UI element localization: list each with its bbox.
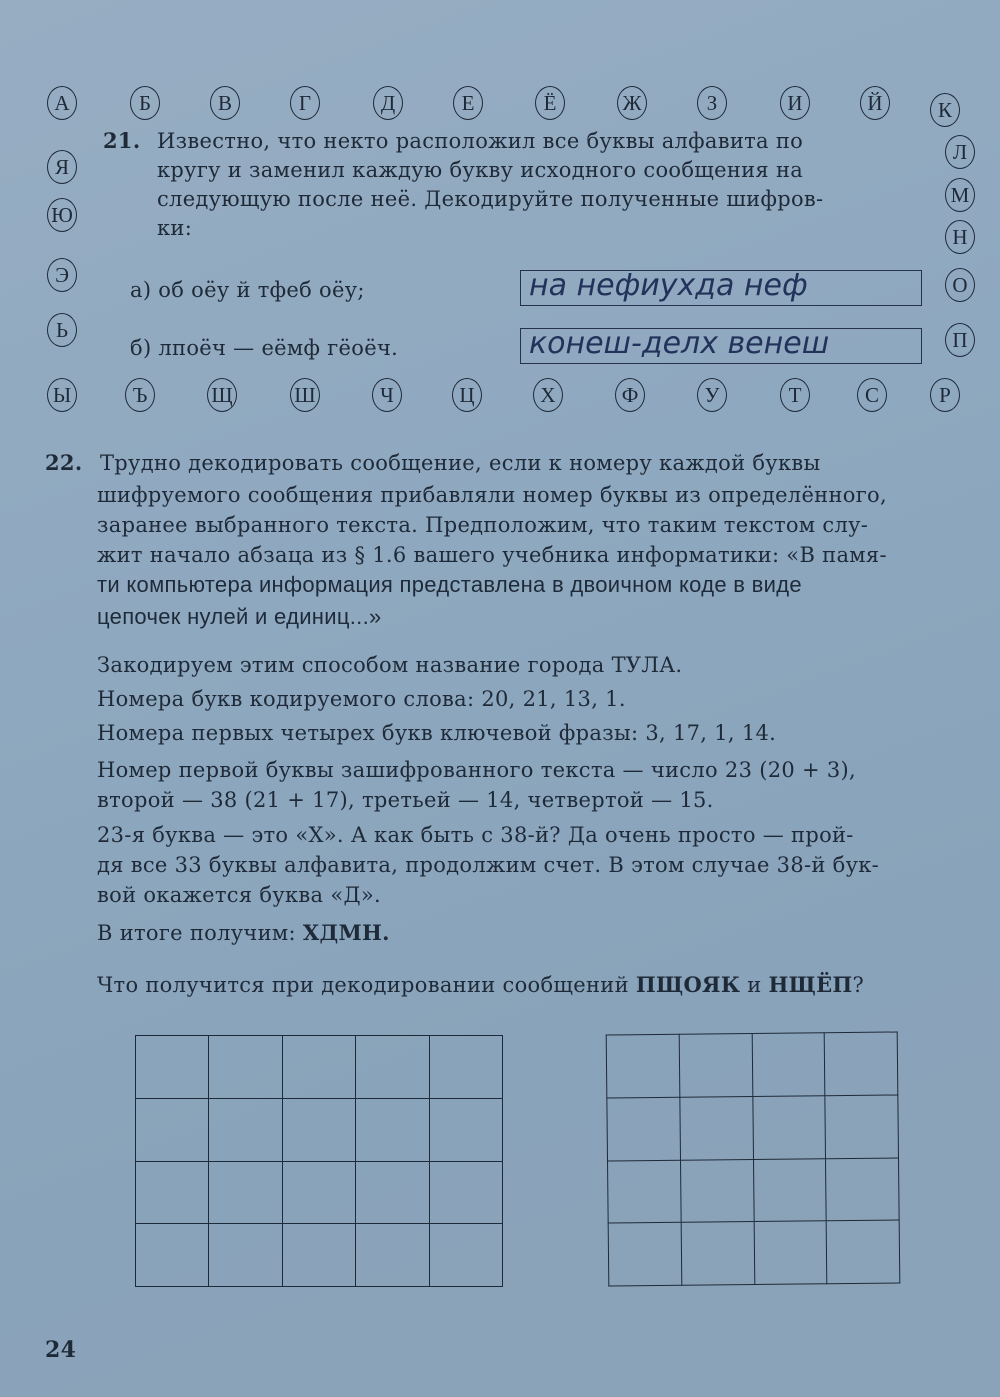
grid-cell[interactable] [136,1036,209,1099]
grid-cell[interactable] [753,1158,826,1222]
result-value: ХДМН. [302,920,390,945]
grid-cell[interactable] [752,1033,825,1097]
grid-cell[interactable] [607,1097,680,1161]
alphabet-letter-circle: Н [945,220,975,254]
grid-cell[interactable] [209,1098,282,1161]
grid-cell[interactable] [608,1160,681,1224]
task-21-text-line: следующую после неё. Декодируйте полученные шифров- [157,187,824,211]
grid-cell[interactable] [606,1034,679,1098]
grid-cell[interactable] [752,1095,825,1159]
grid-cell[interactable] [282,1036,355,1099]
grid-cell[interactable] [825,1095,898,1159]
task-22-number: 22. [45,450,83,475]
alphabet-letter-circle: С [857,378,887,412]
grid-cell[interactable] [429,1224,502,1287]
grid-cell[interactable] [826,1220,899,1284]
grid-cell[interactable] [429,1098,502,1161]
task-22-quote-line: ти компьютера информация представлена в двоичном коде в виде [97,572,802,597]
alphabet-letter-circle: Ъ [125,378,155,412]
grid-cell[interactable] [136,1224,209,1287]
alphabet-letter-circle: М [945,178,975,212]
alphabet-letter-circle: У [697,378,727,412]
alphabet-letter-circle: Ь [47,313,77,347]
task-21-text-line: ки: [157,216,193,240]
alphabet-letter-circle: Т [780,378,810,412]
task-22-body-line: Номера букв кодируемого слова: 20, 21, 13, 1. [97,687,626,711]
task-21a-label: а) об оёу й тфеб оёу; [130,278,365,302]
task-21b-answer-field[interactable]: конеш-делх венеш [520,328,922,364]
grid-cell[interactable] [824,1032,897,1096]
grid-cell[interactable] [429,1161,502,1224]
grid-cell[interactable] [356,1224,429,1287]
grid-cell[interactable] [282,1224,355,1287]
alphabet-letter-circle: О [945,268,975,302]
grid-cell[interactable] [356,1036,429,1099]
alphabet-letter-circle: Г [290,86,320,120]
grid-cell[interactable] [680,1096,753,1160]
grid-cell[interactable] [608,1223,681,1287]
task-22-intro-line: шифруемого сообщения прибавляли номер буквы из определённого, [97,483,887,507]
alphabet-letter-circle: П [945,323,975,357]
answer-grid-1[interactable] [135,1035,503,1287]
result-prefix: В итоге получим: [97,921,303,945]
task-21b-label: б) лпоёч — еёмф гёоёч. [130,336,399,360]
alphabet-letter-circle: З [697,86,727,120]
alphabet-letter-circle: Я [47,150,77,184]
question-word-1: ПЩОЯК [635,972,741,997]
alphabet-letter-circle: Щ [207,378,237,412]
task-22-body-line: второй — 38 (21 + 17), третьей — 14, четвертой — 15. [97,788,714,812]
question-and: и [740,973,769,997]
alphabet-letter-circle: Д [373,86,403,120]
task-21a-answer-field[interactable]: на нефиухда неф [520,270,922,306]
alphabet-letter-circle: Ч [372,378,402,412]
grid-cell[interactable] [754,1221,827,1285]
alphabet-letter-circle: И [780,86,810,120]
grid-cell[interactable] [680,1159,753,1223]
alphabet-letter-circle: Ш [290,378,320,412]
alphabet-letter-circle: Ц [452,378,482,412]
task-22-body-line: вой окажется буква «Д». [97,883,381,907]
task-22-intro-line: Трудно декодировать сообщение, если к номеру каждой буквы [100,451,821,475]
alphabet-letter-circle: Р [930,378,960,412]
grid-cell[interactable] [209,1161,282,1224]
alphabet-letter-circle: Х [533,378,563,412]
grid-cell[interactable] [209,1036,282,1099]
grid-cell[interactable] [356,1098,429,1161]
alphabet-letter-circle: Э [47,258,77,292]
alphabet-letter-circle: Л [945,135,975,169]
task-21-text-line: кругу и заменил каждую букву исходного сообщения на [157,158,804,182]
task-22-body-line: 23-я буква — это «Х». А как быть с 38-й? Да очень просто — прой- [97,823,854,847]
grid-cell[interactable] [209,1224,282,1287]
task-22-question [97,970,864,1000]
alphabet-letter-circle: К [930,93,960,127]
grid-cell[interactable] [136,1161,209,1224]
task-22-intro-line: заранее выбранного текста. Предположим, что таким текстом слу- [97,513,869,537]
task-22-body-line: дя все 33 буквы алфавита, продолжим счет. В этом случае 38-й бук- [97,853,880,877]
alphabet-letter-circle: Ф [615,378,645,412]
task-21-text-line: Известно, что некто расположил все буквы алфавита по [157,129,804,153]
alphabet-letter-circle: Ы [47,378,77,412]
grid-cell[interactable] [679,1034,752,1098]
alphabet-letter-circle: Ж [617,86,647,120]
question-suffix: ? [852,973,865,997]
task-22-intro-line: жит начало абзаца из § 1.6 вашего учебника информатики: «В памя- [97,543,887,567]
grid-cell[interactable] [826,1157,899,1221]
alphabet-letter-circle: Е [453,86,483,120]
question-prefix: Что получится при декодировании сообщений [97,973,636,997]
alphabet-letter-circle: В [210,86,240,120]
alphabet-letter-circle: Ю [47,198,77,232]
task-22-body-line: Закодируем этим способом название города ТУЛА. [97,653,683,677]
alphabet-letter-circle: Й [860,86,890,120]
grid-cell[interactable] [282,1161,355,1224]
answer-grid-2[interactable] [606,1031,901,1286]
task-22-result [97,918,390,948]
grid-cell[interactable] [356,1161,429,1224]
task-22-body-line: Номер первой буквы зашифрованного текста — число 23 (20 + 3), [97,758,857,782]
alphabet-letter-circle: Б [130,86,160,120]
alphabet-letter-circle: А [47,86,77,120]
page-number: 24 [45,1337,77,1363]
task-21-number: 21. [103,128,141,153]
grid-cell[interactable] [282,1098,355,1161]
grid-cell[interactable] [136,1098,209,1161]
task-22-body-line: Номера первых четырех букв ключевой фразы: 3, 17, 1, 14. [97,721,777,745]
question-word-2: НЩЁП [768,972,853,997]
alphabet-letter-circle: Ё [535,86,565,120]
grid-cell[interactable] [681,1222,754,1286]
task-22-quote-line: цепочек нулей и единиц...» [97,604,382,629]
grid-cell[interactable] [429,1036,502,1099]
